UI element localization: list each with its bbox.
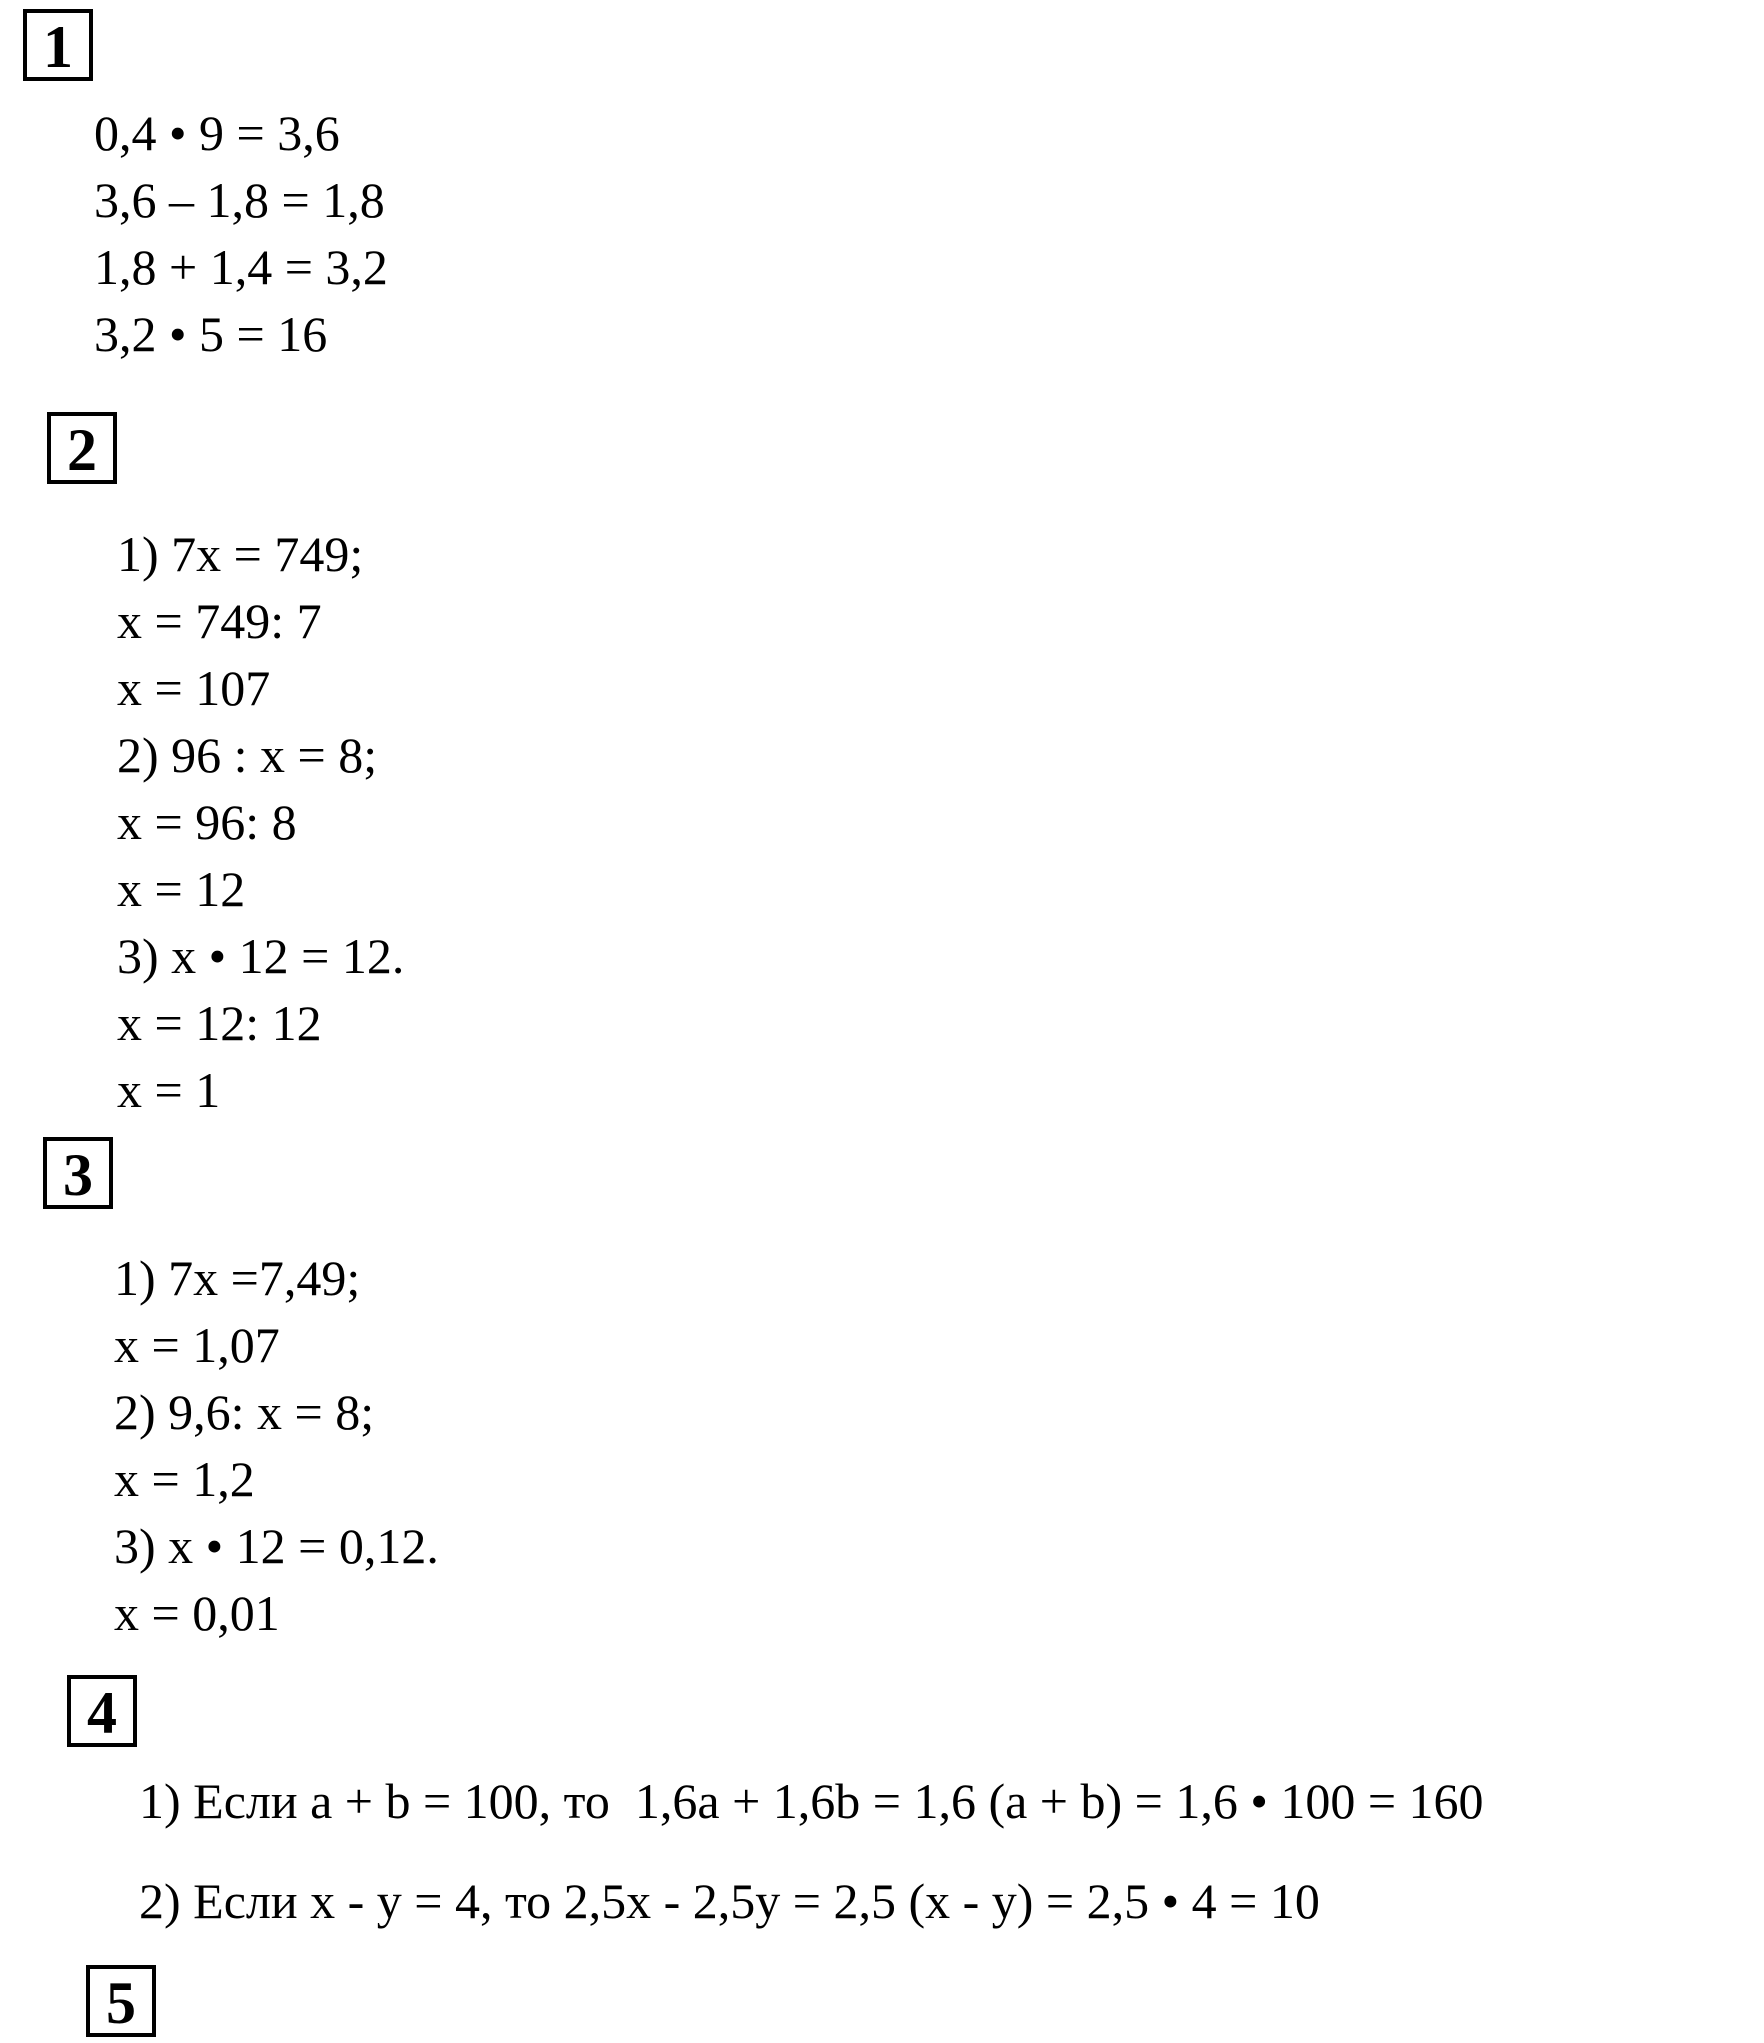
solution-line: 3) x • 12 = 0,12. [114,1518,439,1574]
solution-line: 2) Если x - y = 4, то 2,5x - 2,5y = 2,5 (x - y) = 2,5 • 4 = 10 [139,1873,1320,1929]
task-3-solution [114,1245,439,1647]
solution-line: 1) 7x = 749; [117,526,364,582]
task-3-number: 3 [43,1137,113,1209]
task-1-solution [94,100,388,368]
solution-line: 1,8 + 1,4 = 3,2 [94,239,388,295]
task-1-number: 1 [23,9,93,81]
task-2-solution [117,521,404,1124]
solution-line: 2) 9,6: x = 8; [114,1384,375,1440]
solution-line: 3,2 • 5 = 16 [94,306,328,362]
solution-line: x = 12 [117,861,246,917]
solution-line: x = 1 [117,1062,221,1118]
task-5-number: 5 [86,1965,156,2037]
solution-line: x = 1,07 [114,1317,280,1373]
task-4-number: 4 [67,1675,137,1747]
solution-line: x = 107 [117,660,271,716]
solution-line: x = 1,2 [114,1451,255,1507]
solution-line: x = 96: 8 [117,794,297,850]
solution-line: 2) 96 : x = 8; [117,727,378,783]
solution-line: x = 12: 12 [117,995,322,1051]
solution-line: 1) 7x =7,49; [114,1250,361,1306]
task-2-number: 2 [47,412,117,484]
solution-line: 3) x • 12 = 12. [117,928,405,984]
solution-line: x = 0,01 [114,1585,280,1641]
solution-line: 3,6 – 1,8 = 1,8 [94,172,385,228]
solution-line: 1) Если a + b = 100, то 1,6a + 1,6b = 1,6 (a + b) = 1,6 • 100 = 160 [139,1773,1484,1829]
solution-line: x = 749: 7 [117,593,322,649]
task-4-solution [139,1751,1484,1951]
solution-line: 0,4 • 9 = 3,6 [94,105,340,161]
